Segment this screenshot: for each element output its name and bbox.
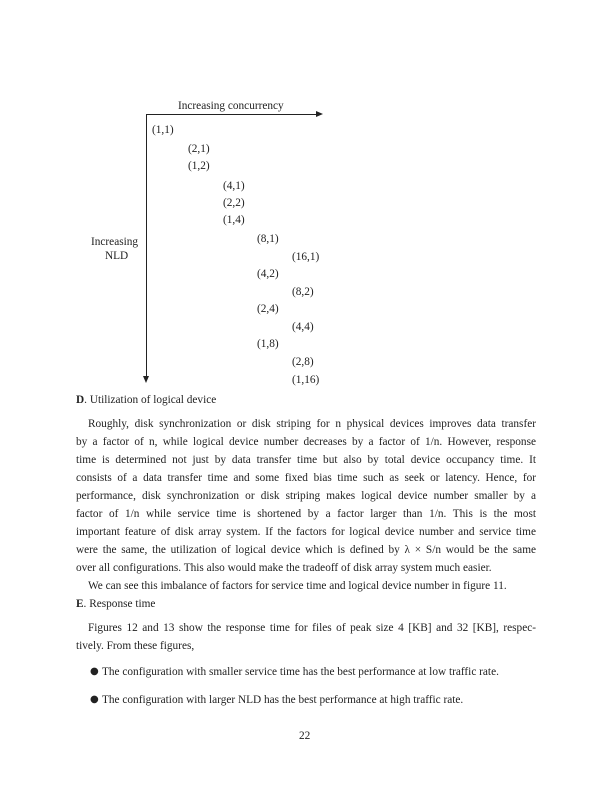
text-line: time is determined not just by data transfer time but also by total device occupancy time. It xyxy=(76,454,536,466)
config-label: (8,1) xyxy=(257,233,279,245)
y-axis-label-line2: NLD xyxy=(105,250,129,262)
x-axis-arrow-icon xyxy=(316,111,323,117)
config-label: (1,1) xyxy=(152,124,174,136)
y-axis-label-line1: Increasing xyxy=(91,236,139,248)
text-line: important feature of disk array system. If the factors for logical device number and service time xyxy=(76,526,536,538)
config-label: (2,1) xyxy=(188,143,210,155)
text-line: over all configurations. This also would make the tradeoff of disk array system much easier. xyxy=(76,562,492,574)
x-axis-line xyxy=(146,114,318,115)
config-label: (1,8) xyxy=(257,338,279,350)
section-e-title: . Response time xyxy=(83,598,156,610)
section-d-title: . Utilization of logical device xyxy=(84,394,217,406)
text-line: consists of a data transfer time and some fixed bias time such as seek or latency. Hence, for xyxy=(76,472,536,484)
y-axis-arrow-icon xyxy=(143,376,149,383)
page-number: 22 xyxy=(299,730,311,742)
text-line: by a factor of n, while logical device number decreases by a factor of 1/n. However, response xyxy=(76,436,536,448)
text-line: Figures 12 and 13 show the response time for files of peak size 4 [KB] and 32 [KB], respec- xyxy=(88,622,536,634)
bullet-icon: ● xyxy=(90,666,99,677)
bullet-icon: ● xyxy=(90,694,99,705)
config-label: (8,2) xyxy=(292,286,314,298)
section-d-heading xyxy=(76,393,216,407)
config-label: (4,4) xyxy=(292,321,314,333)
x-axis-label: Increasing concurrency xyxy=(178,100,284,112)
text-line: Roughly, disk synchronization or disk striping for n physical devices improves data transfer xyxy=(88,418,536,430)
text-line: factor of 1/n while service time is shortened by a factor larger than 1/n. This is the most xyxy=(76,508,536,520)
bullet-item: The configuration with larger NLD has the best performance at high traffic rate. xyxy=(102,694,464,706)
config-label: (2,2) xyxy=(223,197,245,209)
text-line: performance, disk synchronization or disk striping makes logical device number smaller by a xyxy=(76,490,536,502)
config-label: (16,1) xyxy=(292,251,320,263)
section-e-letter: E xyxy=(76,598,84,610)
text-line: tively. From these figures, xyxy=(76,640,195,652)
y-axis-line xyxy=(146,114,147,378)
config-label: (1,2) xyxy=(188,160,210,172)
config-label: (2,4) xyxy=(257,303,279,315)
config-label: (1,4) xyxy=(223,214,245,226)
section-d-letter: D xyxy=(76,394,85,406)
config-label: (1,16) xyxy=(292,374,320,386)
section-d-paragraph-2: We can see this imbalance of factors for service time and logical device number in figure 11. xyxy=(88,580,507,592)
bullet-item: The configuration with smaller service time has the best performance at low traffic rate. xyxy=(102,666,499,678)
text-line: were the same, the utilization of logical device which is defined by λ × S/n would be the same xyxy=(76,544,536,556)
config-label: (4,1) xyxy=(223,180,245,192)
config-label: (2,8) xyxy=(292,356,314,368)
section-e-heading xyxy=(76,597,155,611)
config-label: (4,2) xyxy=(257,268,279,280)
